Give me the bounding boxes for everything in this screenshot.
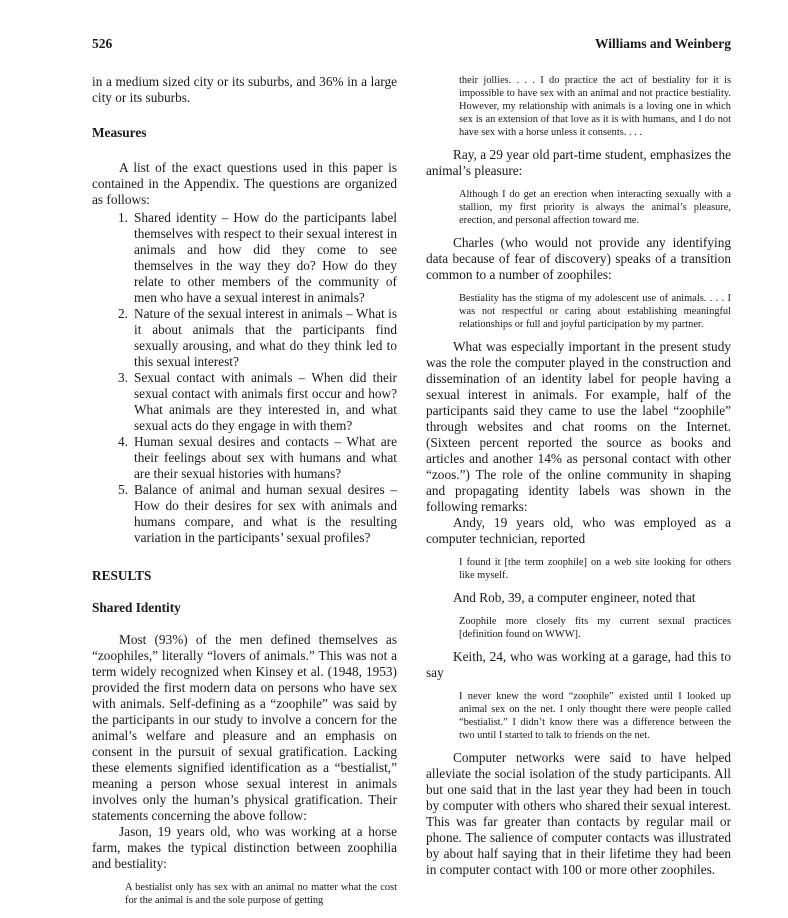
page-number: 526 [92,36,113,51]
right-column [426,74,731,878]
list-number: 3. [118,370,128,385]
paragraph-rob: And Rob, 39, a computer engineer, noted that [453,590,696,605]
list-text: Shared identity – How do the participants label themselves with respect to their sexual interest in animals and how did they come to see themselves in the way they do? How do they relate to other members of the community of men who have a sexual interest in animals? [134,210,397,305]
list-item [92,482,397,546]
section-heading-results: RESULTS [92,568,152,583]
list-item [92,210,397,306]
paragraph-keith: Keith, 24, who was working at a garage, had this to say [426,649,731,680]
list-item [92,370,397,434]
list-text: Balance of animal and human sexual desires – How do their desires for sex with animals and humans compare, and what is the resulting variation in the participants’ sexual profiles? [134,482,397,545]
paragraph-measures: A list of the exact questions used in this paper is contained in the Appendix. The questions are organized as follows: [92,160,397,207]
paragraph-computer-role: What was especially important in the present study was the role the computer played in the construction and dissemination of an identity label for people having a sexual interest in animals. For example, half of the participants said they came to use the label “zoophile” through websites and chat rooms on the Internet. (Sixteen percent reported the source as books and articles and another 14% as personal contact with other “zoos.”) The role of the online community in shaping and propagating identity labels was shown in the following remarks: [426,339,731,514]
paragraph-ray: Ray, a 29 year old part-time student, emphasizes the animal’s pleasure: [426,147,731,178]
list-number: 5. [118,482,128,497]
list-item [92,434,397,482]
list-text: Human sexual desires and contacts – What are their feelings about sex with humans and what are their sexual histories with humans? [134,434,397,481]
running-header [92,36,731,56]
left-column [92,74,397,907]
paragraph-most: Most (93%) of the men defined themselves as “zoophiles,” literally “lovers of animals.” This was not a term widely recognized when Kinsey et al. (1948, 1953) provided the first modern data on persons who have sex with animals. Self-defining as a “zoophile” was said by the participants in our study to involve a concern for the animal’s welfare and pleasure and an emphasis on consent in the pursuit of sexual gratification. Lacking these elements signified identification as a “bestialist,” meaning a person whose sexual interest in animals involves only the human’s physical gratification. Their statements concerning the above follow: [92,632,397,823]
question-list [92,210,397,546]
blockquote-keith: I never knew the word “zoophile” existed until I looked up animal sex on the net. I only thought there were people called “bestialist.” I didn’t know there was a difference between the two until I started to talk to friends on the net. [459,691,731,741]
paragraph-jason: Jason, 19 years old, who was working at a horse farm, makes the typical distinction between zoophilia and bestiality: [92,824,397,871]
list-text: Sexual contact with animals – When did their sexual contact with animals first occur and how? What animals are they interested in, and what sexual acts do they engage in with them? [134,370,397,433]
section-heading-measures: Measures [92,125,147,140]
blockquote-jason: A bestialist only has sex with an animal no matter what the cost for the animal is and the sole purpose of getting [125,882,397,906]
blockquote-rob: Zoophile more closely fits my current sexual practices [definition found on WWW]. [459,616,731,640]
blockquote-jason-continued: their jollies. . . . I do practice the act of bestiality for it is impossible to have sex with an animal and not practice bestiality. However, my relationship with animals is a loving one in which sex is an extension of that love as it is with humans, and I do not have sex with a horse unless it consents. . . . [459,75,731,138]
subsection-heading-shared-identity: Shared Identity [92,600,181,615]
list-number: 1. [118,210,128,225]
blockquote-ray: Although I do get an erection when interacting sexually with a stallion, my first priority is always the animal’s pleasure, erection, and personal affection toward me. [459,189,731,226]
list-number: 4. [118,434,128,449]
paragraph-intro: in a medium sized city or its suburbs, and 36% in a large city or its suburbs. [92,74,397,105]
paragraph-andy: Andy, 19 years old, who was employed as a computer technician, reported [426,515,731,546]
list-item [92,306,397,370]
paragraph-computer-networks: Computer networks were said to have helped alleviate the social isolation of the study participants. All but one said that in the last year they had been in touch by computer with others who shared their sexual interest. This was far greater than contacts by regular mail or phone. The salience of computer contacts was illustrated by about half saying that in their lifetime they had been in computer contact with 100 or more other zoophiles. [426,750,731,877]
paragraph-charles: Charles (who would not provide any identifying data because of fear of discovery) speaks of a transition common to a number of zoophiles: [426,235,731,282]
list-text: Nature of the sexual interest in animals – What is it about animals that the participants find sexually arousing, and what do they think led to this sexual interest? [134,306,397,369]
blockquote-andy: I found it [the term zoophile] on a web site looking for others like myself. [459,557,731,581]
blockquote-charles: Bestiality has the stigma of my adolescent use of animals. . . . I was not respectful or caring about establishing meaningful relationships or full and joyful participation by my partner. [459,293,731,330]
running-head-authors: Williams and Weinberg [594,36,731,51]
list-number: 2. [118,306,128,321]
